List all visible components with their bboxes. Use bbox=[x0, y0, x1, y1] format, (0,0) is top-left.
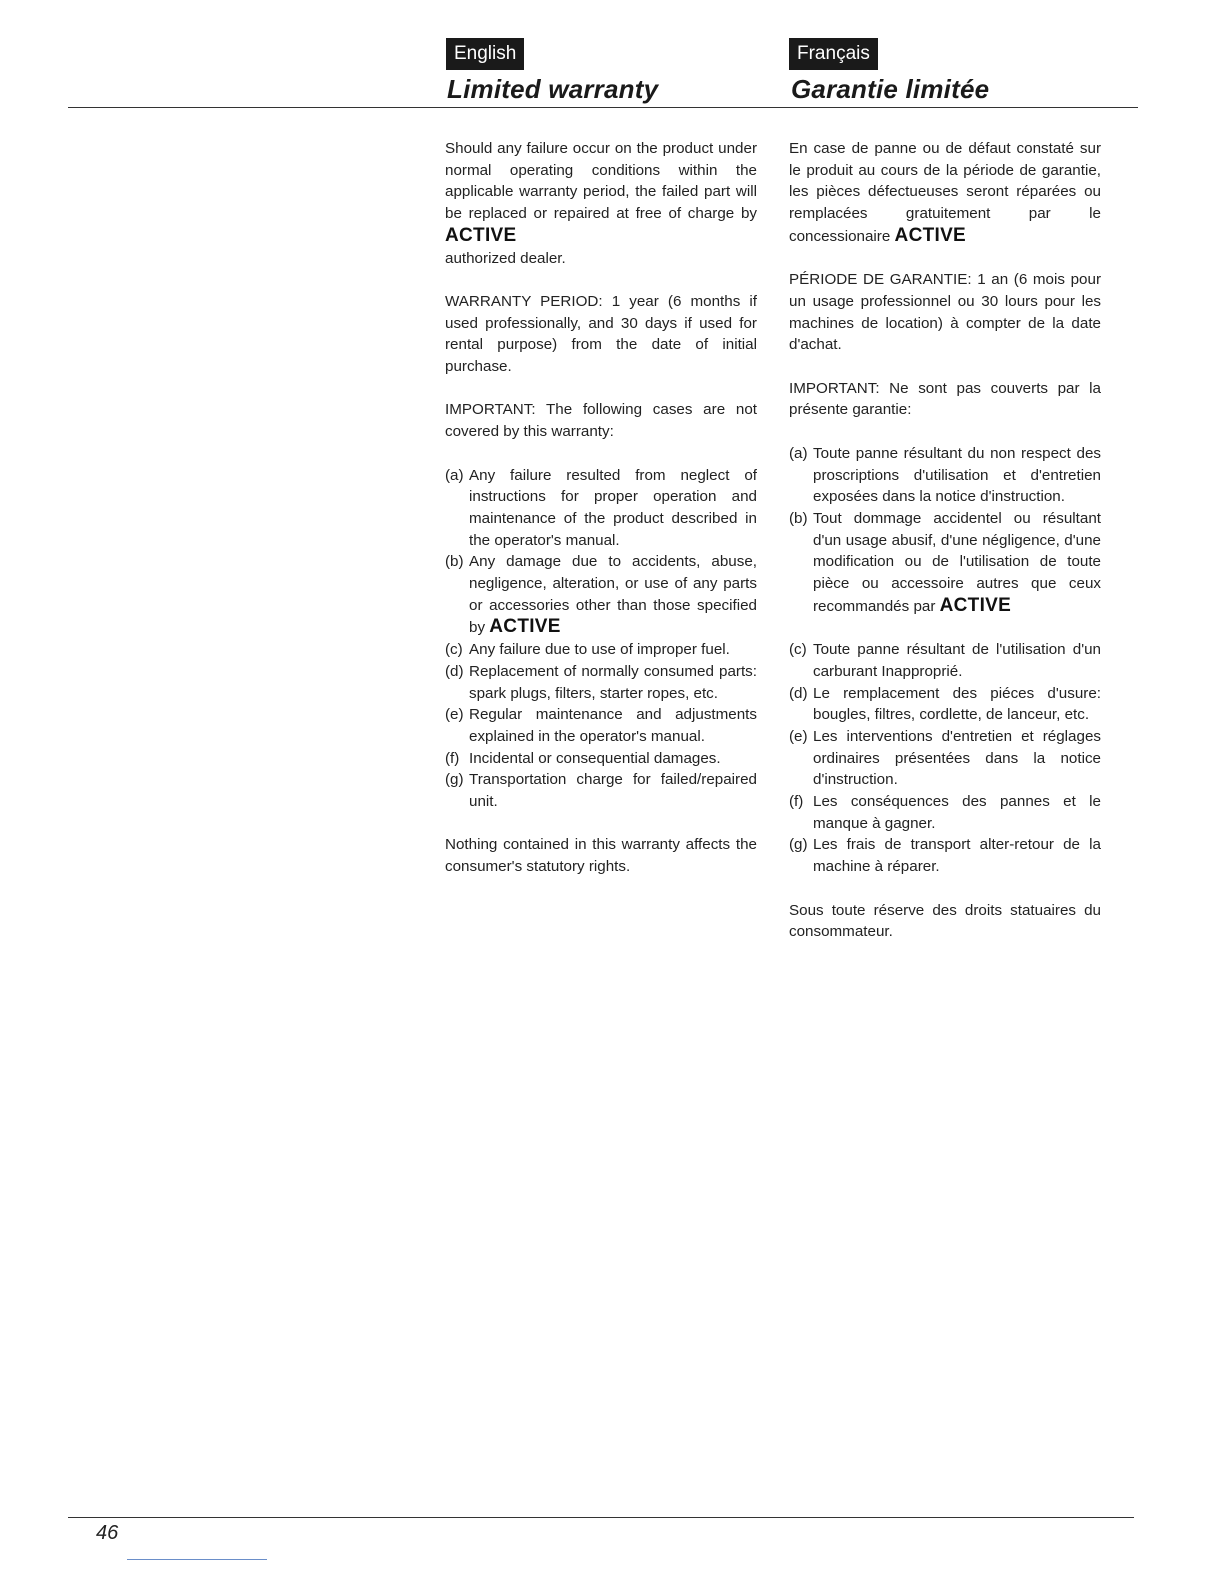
page-number: 46 bbox=[96, 1522, 119, 1544]
french-brand-name: ACTIVE bbox=[939, 594, 1012, 616]
footer-link-underline bbox=[127, 1559, 267, 1560]
list-item: (b) Any damage due to accidents, abuse, negligence, alteration, or use of any parts or accessories other than those specified by ACTIVE bbox=[445, 553, 757, 638]
french-exclusions-list-1 bbox=[789, 443, 1101, 618]
french-title: Garantie limitée bbox=[791, 74, 990, 104]
list-item: (e) Les interventions d'entretien et réglages ordinaires présentées dans la notice d'instruction. bbox=[789, 727, 1101, 789]
english-brand-name: ACTIVE bbox=[445, 224, 517, 246]
english-brand-name: ACTIVE bbox=[489, 616, 561, 638]
french-language-badge: Français bbox=[789, 38, 878, 70]
list-item: (g) Les frais de transport alter-retour de la machine à réparer. bbox=[789, 836, 1101, 876]
english-warranty-period: WARRANTY PERIOD: 1 year (6 months if used professionally, and 30 days if used for rental purpose) from the date of initial purchase. bbox=[445, 292, 757, 376]
list-item: (a) Any failure resulted from neglect of instructions for proper operation and maintenance of the product described in the operator's manual. bbox=[445, 466, 757, 549]
list-item: (e) Regular maintenance and adjustments explained in the operator's manual. bbox=[445, 706, 757, 745]
english-language-badge: English bbox=[446, 38, 524, 70]
list-item: (g) Transportation charge for failed/repaired unit. bbox=[445, 771, 757, 811]
english-title: Limited warranty bbox=[447, 74, 659, 104]
english-intro-text: Should any failure occur on the product under normal operating conditions within the applicable warranty period, the failed part will be replaced or repaired at free of charge by bbox=[445, 140, 757, 223]
header-rule bbox=[68, 107, 1138, 108]
list-item: (f) Incidental or consequential damages. bbox=[445, 749, 721, 767]
list-item: (c) Toute panne résultant de l'utilisation d'un carburant Inapproprié. bbox=[789, 641, 1101, 680]
french-intro-paragraph bbox=[789, 138, 1101, 248]
french-column bbox=[789, 138, 1101, 965]
french-warranty-period: PÉRIODE DE GARANTIE: 1 an (6 mois pour un usage professionnel ou 30 lours pour les machines de location) à compter de la date d'achat. bbox=[789, 271, 1101, 354]
english-exclusions-list bbox=[445, 465, 757, 813]
english-intro-end: authorized dealer. bbox=[445, 249, 566, 267]
list-item: (a) Toute panne résultant du non respect des proscriptions d'utilisation et d'entretien exposées dans la notice d'instruction. bbox=[789, 444, 1101, 506]
english-intro-paragraph bbox=[445, 138, 757, 248]
english-column bbox=[445, 138, 757, 900]
list-item: (d) Le remplacement des piéces d'usure: bougles, filtres, cordlette, de lanceur, etc. bbox=[789, 684, 1101, 724]
list-item: (d) Replacement of normally consumed parts: spark plugs, filters, starter ropes, etc. bbox=[445, 662, 757, 702]
french-exclusions-list-2 bbox=[789, 639, 1101, 878]
english-important-notice: IMPORTANT: The following cases are not covered by this warranty: bbox=[445, 401, 757, 441]
french-brand-name: ACTIVE bbox=[894, 224, 967, 246]
french-intro-text: En case de panne ou de défaut constaté sur le produit au cours de la période de garantie, les pièces défectueuses seront réparées ou remplacées gratuitement par le concessionaire bbox=[789, 140, 1101, 245]
french-closing-statement: Sous toute réserve des droits statuaires du consommateur. bbox=[789, 901, 1101, 941]
list-item: (c) Any failure due to use of improper fuel. bbox=[445, 641, 730, 659]
french-important-notice: IMPORTANT: Ne sont pas couverts par la présente garantie: bbox=[789, 379, 1101, 419]
english-closing-statement: Nothing contained in this warranty affects the consumer's statutory rights. bbox=[445, 836, 757, 876]
footer-rule bbox=[68, 1517, 1134, 1518]
list-item: (f) Les conséquences des pannes et le manque à gagner. bbox=[789, 793, 1101, 832]
list-item: (b) Tout dommage accidentel ou résultant d'un usage abusif, d'une négligence, d'une modification ou de l'utilisation de toute pièce ou accessoire autres que ceux recommandés par ACTIVE bbox=[789, 509, 1101, 616]
